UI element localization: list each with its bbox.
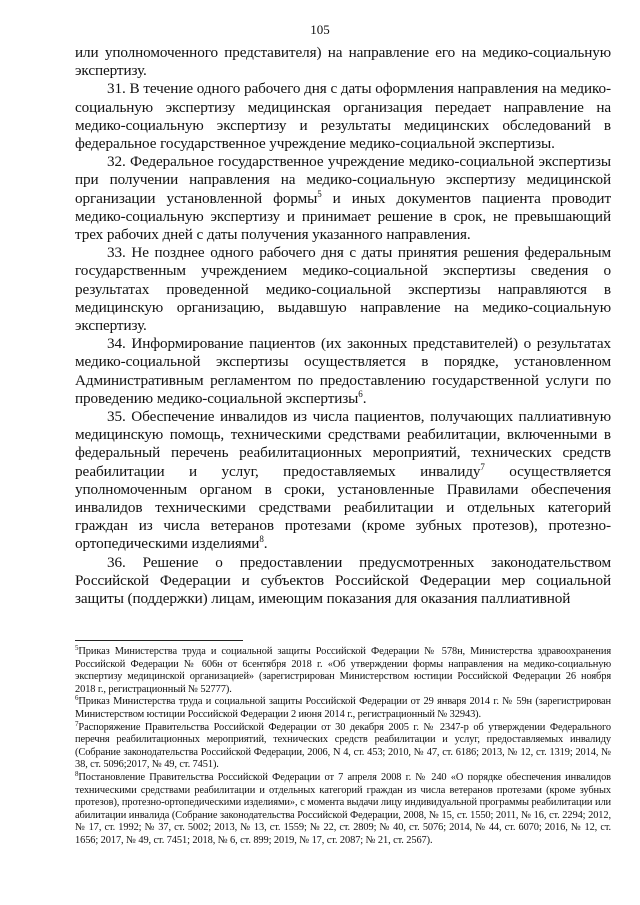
footnote-text: Распоряжение Правительства Российской Федерации от 30 декабря 2005 г. № 2347-р об утверждении Федерального перечня реабилитационных мероприятий, технических средств реабилитации и услуг, предоставляемых инвалиду (Собрание законодательства Российской Федерации, 2006, N 4, ст. 453; 2010, № 47, ст. 6186; 2013, № 12, ст. 1319; 2014, № 38, ст. 5096;2017, № 49, ст. 7451).: [75, 721, 611, 771]
paragraph-35-text: 35. Обеспечение инвалидов из числа пациентов, получающих паллиативную медицинскую помощь, техническими средствами реабилитации, включенными в федеральный перечень реабилитационных мероприятий, технических средств реабилитации и услуг, предоставляемых инвалиду: [75, 408, 611, 480]
paragraph-33: 33. Не позднее одного рабочего дня с даты принятия решения федеральным государственным учреждением медико-социальной экспертизы сведения о результатах проведенной медико-социальной экспертизы направляются в медицинскую организацию, выдавшую направление на медико-социальную экспертизу.: [75, 244, 611, 335]
footnote-number: 6: [75, 694, 79, 703]
footnote-text: Постановление Правительства Российской Федерации от 7 апреля 2008 г. № 240 «О порядке обеспечения инвалидов техническими средствами реабилитации и отдельных категорий граждан из числа ветеранов протезами (кроме зубных протезов), протезно-ортопедическими изделиями», с момента выдачи лицу индивидуальной программы реабилитации или абилитации инвалида (Собрание законодательства Российской Федерации, 2008, № 15, ст. 1550; 2011, № 16, ст. 2294; 2012, № 17, ст. 1992; № 37, ст. 5002; 2013, № 13, ст. 1559; № 22, ст. 2809; № 40, ст. 5076; 2014, № 44, ст. 6070; 2016, № 12, ст. 1656; 2017, № 49, ст. 7451; 2018, № 6, ст. 899; 2019, № 17, ст. 2087; № 21, ст. 2567).: [75, 771, 611, 846]
footnotes: [75, 646, 611, 848]
paragraph-35-text-end: .: [263, 535, 268, 553]
footnote-number: 8: [75, 769, 79, 778]
main-text: [75, 44, 611, 608]
footnote-5: [75, 646, 611, 696]
paragraph-32-text: 32. Федеральное государственное учреждение медико-социальной экспертизы при получении направления на медико-социальную экспертизу медицинской организации установленной формы: [75, 153, 611, 207]
paragraph-34-text-end: .: [362, 389, 367, 407]
paragraph-31: 31. В течение одного рабочего дня с даты оформления направления на медико-социальную экспертизу медицинская организация передает направление на медико-социальную экспертизу и результаты медицинских обследований в федеральное государственное учреждение медико-социальной экспертизы.: [75, 80, 611, 153]
footnote-ref-5[interactable]: 5: [317, 188, 322, 199]
footnote-6: [75, 696, 611, 721]
footnote-divider: [75, 640, 243, 641]
footnote-ref-8[interactable]: 8: [259, 534, 264, 545]
footnote-text: Приказ Министерства труда и социальной защиты Российской Федерации от 29 января 2014 г. № 59н (зарегистрирован Министерством юстиции Российской Федерации 2 июня 2014 г., регистрационный № 32943).: [75, 696, 611, 720]
paragraph-34-text: 34. Информирование пациентов (их законных представителей) о результатах медико-социальной экспертизы осуществляется в порядке, установленном Административным регламентом по предоставлению государственной услуги по проведению медико-социальной экспертизы: [75, 335, 611, 407]
paragraph-34: [75, 335, 611, 408]
footnote-ref-6[interactable]: 6: [358, 388, 363, 399]
paragraph-35-text-middle: осуществляется уполномоченным органом в сроки, установленные Правилами обеспечения инвалидов техническими средствами реабилитации и отдельных категорий граждан из числа ветеранов протезами (кроме зубных протезов), протезно-ортопедическими изделиями: [75, 462, 612, 553]
footnote-number: 5: [75, 644, 79, 652]
paragraph-32-text-end: и иных документов пациента проводит медико-социальную экспертизу и принимает решение в срок, не превышающий трех рабочих дней с даты получения указанного направления.: [75, 189, 611, 244]
page-number: 105: [310, 22, 330, 37]
footnote-7: [75, 719, 611, 772]
footnote-number: 7: [75, 719, 79, 728]
paragraph-35: [75, 408, 611, 554]
paragraph-32: [75, 153, 611, 244]
paragraph-continuation: или уполномоченного представителя) на направление его на медико-социальную экспертизу.: [75, 44, 611, 80]
footnote-text: Приказ Министерства труда и социальной защиты Российской Федерации № 578н, Министерства здравоохранения Российской Федерации № 606н от 6сентября 2018 г. «Об утверждении формы направления на медико-социальную экспертизу медицинской организацией» (зарегистрирован Министерством юстиции Российской Федерации 26 ноября 2018 г., регистрационный № 52777).: [75, 646, 611, 695]
footnote-ref-7[interactable]: 7: [480, 461, 485, 472]
paragraph-36: 36. Решение о предоставлении предусмотренных законодательством Российской Федерации и субъектов Российской Федерации мер социальной защиты (поддержки) лицам, имеющим показания для оказания паллиативной: [75, 553, 611, 608]
footnote-8: [75, 769, 611, 848]
